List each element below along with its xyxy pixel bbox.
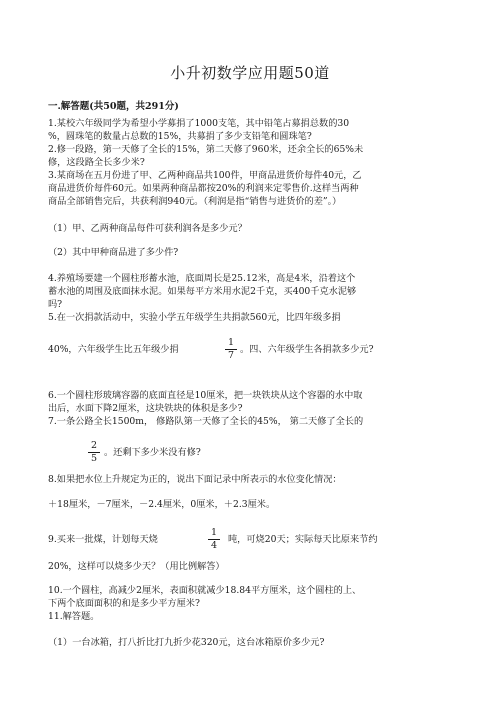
problem-text: 出后，水面下降2厘米，这块铁块的体积是多少? [48,403,243,414]
fraction-numerator: 1 [225,338,237,350]
fraction-denominator: 5 [90,453,98,464]
problem-text: 修，这段路全长多少米? [48,157,145,168]
problem-text: （1）一台冰箱，打八折比打九折少花320元，这台冰箱原价多少元? [48,637,325,648]
section-heading: 一.解答题(共50题，共291分) [48,101,179,112]
problem-text: 商品全部销售完后，共获利润940元。（利润是指“销售与进货价的差”。） [48,196,342,207]
problem-text: （1）甲、乙两种商品每件可获利润各是多少元？ [48,223,247,234]
problem-text: 。四、六年级学生各捐款多少元? [240,344,374,355]
problem-text: ＋18厘米，－7厘米，－2.4厘米，0厘米，＋2.3厘米。 [48,499,276,510]
problem-text: 8.如果把水位上升规定为正的，说出下面记录中所表示的水位变化情况： [48,474,342,485]
problem-text: 3.某商场在五月份进了甲、乙两种商品共100件，甲商品进货价每件40元，乙 [48,170,362,181]
problem-text: 下两个底面面积的和是多少平方厘米? [48,598,200,609]
fraction [208,528,220,551]
problem-text: 9.买来一批煤，计划每天烧 [48,534,158,545]
problem-text: 吗? [48,299,63,310]
fraction-denominator: 4 [210,540,218,551]
problem-text: 蓄水池的周围及底面抹水泥。如果每平方米用水泥2千克，买400千克水泥够 [48,286,357,297]
problem-text: 10.一个圆柱，高减少2厘米，表面积就减少18.84平方厘米，这个圆柱的上、 [48,585,362,596]
problem-text: 吨，可烧20天；实际每天比原来节约 [228,534,378,545]
fraction [88,441,100,464]
problem-text: （2）其中甲种商品进了多少件? [48,247,179,258]
fraction-numerator: 2 [88,441,100,453]
problem-text: 1.某校六年级同学为希望小学募捐了1000支笔，其中铅笔占募捐总数的30 [48,118,350,129]
problem-text: 11.解答题。 [48,611,100,622]
fraction-numerator: 1 [208,528,220,540]
problem-text: %，圆珠笔的数量占总数的15%，共募捐了多少支铅笔和圆珠笔? [48,131,312,142]
problem-text: 20%，这样可以烧多少天？（用比例解答） [48,561,225,572]
fraction-denominator: 7 [227,350,235,361]
fraction [225,338,237,361]
page-title: 小升初数学应用题50道 [170,64,330,82]
problem-text: 40%，六年级学生比五年级少捐 [48,344,179,355]
problem-text: 7.一条公路全长1500m， 修路队第一天修了全长的45%， 第二天修了全长的 [48,416,364,427]
problem-text: 商品进货价每件60元。如果两种商品都按20%的利润来定零售价.这样当两种 [48,183,359,194]
problem-text: 6.一个圆柱形玻璃容器的底面直径是10厘米，把一块铁块从这个容器的水中取 [48,390,363,401]
problem-text: 4.养殖场要建一个圆柱形蓄水池，底面周长是25.12米，高是4米，沿着这个 [48,273,356,284]
problem-text: 5.在一次捐款活动中，实验小学五年级学生共捐款560元，比四年级多捐 [48,312,341,323]
problem-text: 。还剩下多少米没有修? [104,447,201,458]
problem-text: 2.修一段路，第一天修了全长的15%，第二天修了960米，还余全长的65%未 [48,144,364,155]
